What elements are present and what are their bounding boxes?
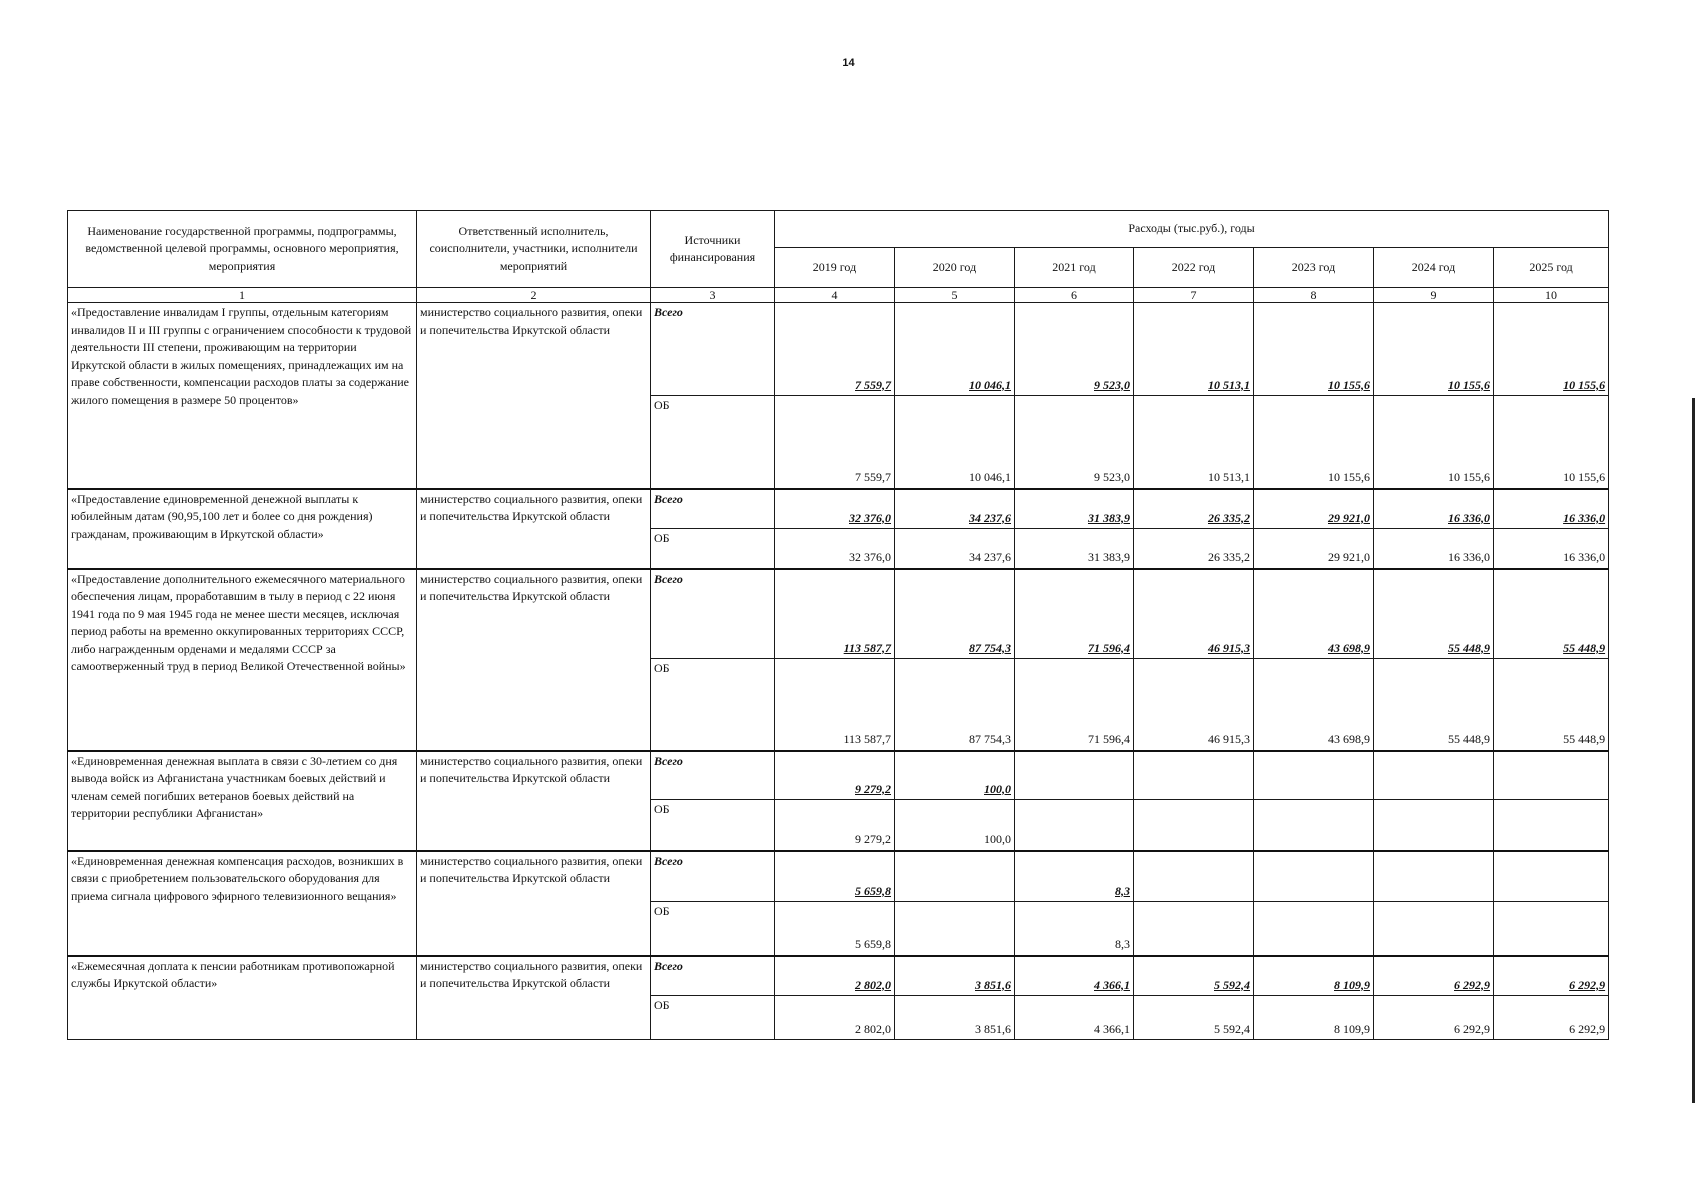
ob-value-cell: 3 851,6 <box>895 996 1015 1040</box>
table-row <box>68 303 1609 396</box>
total-value-cell: 6 292,9 <box>1494 956 1609 996</box>
ob-value-cell <box>1494 800 1609 851</box>
total-value-cell: 3 851,6 <box>895 956 1015 996</box>
header-name-column: Наименование государственной программы, подпрограммы, ведомственной целевой программы, основного мероприятия, мероприятия <box>68 211 417 288</box>
total-value-cell: 43 698,9 <box>1254 569 1374 659</box>
source-ob-label: ОБ <box>651 529 775 569</box>
ob-value-cell: 16 336,0 <box>1494 529 1609 569</box>
ob-value-cell: 34 237,6 <box>895 529 1015 569</box>
total-value-cell: 2 802,0 <box>775 956 895 996</box>
ob-value-cell: 31 383,9 <box>1015 529 1134 569</box>
source-total-label: Всего <box>651 956 775 996</box>
total-value-cell: 87 754,3 <box>895 569 1015 659</box>
ob-value-cell: 71 596,4 <box>1015 659 1134 751</box>
measure-name: «Предоставление единовременной денежной выплаты к юбилейным датам (90,95,100 лет и более со дня рождения) гражданам, проживающим в Иркутской области» <box>68 489 417 569</box>
total-value-cell: 34 237,6 <box>895 489 1015 529</box>
table-row <box>68 956 1609 996</box>
measure-name: «Единовременная денежная компенсация расходов, возникших в связи с приобретением пользовательского оборудования для приема сигнала цифрового эфирного телевизионного вещания» <box>68 851 417 956</box>
total-value-cell: 5 659,8 <box>775 851 895 902</box>
column-number: 1 <box>68 288 417 303</box>
total-value-cell: 55 448,9 <box>1374 569 1494 659</box>
ob-value-cell: 10 046,1 <box>895 396 1015 489</box>
total-value-cell: 31 383,9 <box>1015 489 1134 529</box>
total-value-cell: 55 448,9 <box>1494 569 1609 659</box>
total-value-cell: 100,0 <box>895 751 1015 800</box>
source-total-label: Всего <box>651 489 775 529</box>
executor-cell: министерство социального развития, опеки и попечительства Иркутской области <box>417 956 651 1040</box>
total-value-cell <box>1254 851 1374 902</box>
executor-cell: министерство социального развития, опеки и попечительства Иркутской области <box>417 303 651 489</box>
total-value-cell: 6 292,9 <box>1374 956 1494 996</box>
header-year: 2019 год <box>775 248 895 288</box>
scan-edge-bar <box>1692 398 1695 1103</box>
ob-value-cell: 10 155,6 <box>1374 396 1494 489</box>
column-number: 4 <box>775 288 895 303</box>
source-total-label: Всего <box>651 751 775 800</box>
ob-value-cell: 2 802,0 <box>775 996 895 1040</box>
ob-value-cell: 32 376,0 <box>775 529 895 569</box>
ob-value-cell: 7 559,7 <box>775 396 895 489</box>
table-row <box>68 569 1609 659</box>
total-value-cell: 8,3 <box>1015 851 1134 902</box>
ob-value-cell: 43 698,9 <box>1254 659 1374 751</box>
ob-value-cell: 55 448,9 <box>1374 659 1494 751</box>
ob-value-cell: 10 513,1 <box>1134 396 1254 489</box>
ob-value-cell: 10 155,6 <box>1254 396 1374 489</box>
measure-name: «Предоставление дополнительного ежемесячного материального обеспечения лицам, проработавшим в тылу в период с 22 июня 1941 года по 9 мая 1945 года не менее шести месяцев, исключая период работы на временно оккупированных территориях СССР, либо награжденным орденами и медалями СССР за самоотверженный труд в период Великой Отечественной войны» <box>68 569 417 751</box>
source-total-label: Всего <box>651 851 775 902</box>
column-number: 10 <box>1494 288 1609 303</box>
executor-cell: министерство социального развития, опеки и попечительства Иркутской области <box>417 751 651 851</box>
total-value-cell <box>1015 751 1134 800</box>
ob-value-cell <box>895 902 1015 956</box>
header-executor-column: Ответственный исполнитель, соисполнители, участники, исполнители мероприятий <box>417 211 651 288</box>
budget-table <box>67 210 1609 1040</box>
ob-value-cell: 9 523,0 <box>1015 396 1134 489</box>
executor-cell: министерство социального развития, опеки и попечительства Иркутской области <box>417 851 651 956</box>
total-value-cell: 26 335,2 <box>1134 489 1254 529</box>
ob-value-cell: 8,3 <box>1015 902 1134 956</box>
ob-value-cell: 10 155,6 <box>1494 396 1609 489</box>
total-value-cell: 10 155,6 <box>1254 303 1374 396</box>
total-value-cell <box>1374 851 1494 902</box>
total-value-cell <box>1254 751 1374 800</box>
column-number: 8 <box>1254 288 1374 303</box>
total-value-cell: 10 513,1 <box>1134 303 1254 396</box>
page-number: 14 <box>842 57 855 69</box>
ob-value-cell <box>1134 902 1254 956</box>
total-value-cell: 113 587,7 <box>775 569 895 659</box>
total-value-cell: 46 915,3 <box>1134 569 1254 659</box>
header-year: 2020 год <box>895 248 1015 288</box>
total-value-cell: 16 336,0 <box>1494 489 1609 529</box>
ob-value-cell: 5 592,4 <box>1134 996 1254 1040</box>
header-year: 2021 год <box>1015 248 1134 288</box>
header-year: 2024 год <box>1374 248 1494 288</box>
ob-value-cell: 9 279,2 <box>775 800 895 851</box>
source-total-label: Всего <box>651 303 775 396</box>
total-value-cell <box>1494 851 1609 902</box>
total-value-cell <box>1134 851 1254 902</box>
total-value-cell <box>1134 751 1254 800</box>
column-numbers-row <box>68 288 1609 303</box>
table-row <box>68 751 1609 800</box>
column-number: 7 <box>1134 288 1254 303</box>
measure-name: «Предоставление инвалидам I группы, отдельным категориям инвалидов II и III группы с ограничением способности к трудовой деятельности III степени, проживающим на территории Иркутской области в жилых помещениях, принадлежащих им на праве собственности, компенсации расходов платы за содержание жилого помещения в размере 50 процентов» <box>68 303 417 489</box>
table-body <box>68 303 1609 1040</box>
total-value-cell: 8 109,9 <box>1254 956 1374 996</box>
executor-cell: министерство социального развития, опеки и попечительства Иркутской области <box>417 489 651 569</box>
total-value-cell <box>1374 751 1494 800</box>
ob-value-cell <box>1254 800 1374 851</box>
ob-value-cell <box>1494 902 1609 956</box>
source-ob-label: ОБ <box>651 902 775 956</box>
column-number: 3 <box>651 288 775 303</box>
total-value-cell: 9 279,2 <box>775 751 895 800</box>
total-value-cell: 7 559,7 <box>775 303 895 396</box>
ob-value-cell: 29 921,0 <box>1254 529 1374 569</box>
column-number: 2 <box>417 288 651 303</box>
total-value-cell: 29 921,0 <box>1254 489 1374 529</box>
measure-name: «Единовременная денежная выплата в связи с 30-летием со дня вывода войск из Афганистана участникам боевых действий и членам семей погибших ветеранов боевых действий на территории республики Афганистан» <box>68 751 417 851</box>
ob-value-cell: 6 292,9 <box>1494 996 1609 1040</box>
executor-cell: министерство социального развития, опеки и попечительства Иркутской области <box>417 569 651 751</box>
total-value-cell <box>895 851 1015 902</box>
total-value-cell: 32 376,0 <box>775 489 895 529</box>
ob-value-cell: 100,0 <box>895 800 1015 851</box>
ob-value-cell: 87 754,3 <box>895 659 1015 751</box>
column-number: 5 <box>895 288 1015 303</box>
source-ob-label: ОБ <box>651 396 775 489</box>
header-year: 2025 год <box>1494 248 1609 288</box>
ob-value-cell: 6 292,9 <box>1374 996 1494 1040</box>
total-value-cell: 16 336,0 <box>1374 489 1494 529</box>
ob-value-cell <box>1374 902 1494 956</box>
total-value-cell <box>1494 751 1609 800</box>
ob-value-cell: 46 915,3 <box>1134 659 1254 751</box>
ob-value-cell <box>1374 800 1494 851</box>
total-value-cell: 5 592,4 <box>1134 956 1254 996</box>
ob-value-cell: 4 366,1 <box>1015 996 1134 1040</box>
table-row <box>68 851 1609 902</box>
header-expenses-group: Расходы (тыс.руб.), годы <box>775 211 1609 248</box>
table-row <box>68 489 1609 529</box>
source-ob-label: ОБ <box>651 659 775 751</box>
ob-value-cell: 16 336,0 <box>1374 529 1494 569</box>
ob-value-cell: 55 448,9 <box>1494 659 1609 751</box>
header-year: 2022 год <box>1134 248 1254 288</box>
ob-value-cell: 26 335,2 <box>1134 529 1254 569</box>
measure-name: «Ежемесячная доплата к пенсии работникам противопожарной службы Иркутской области» <box>68 956 417 1040</box>
source-ob-label: ОБ <box>651 996 775 1040</box>
ob-value-cell: 5 659,8 <box>775 902 895 956</box>
ob-value-cell: 8 109,9 <box>1254 996 1374 1040</box>
total-value-cell: 10 046,1 <box>895 303 1015 396</box>
ob-value-cell <box>1134 800 1254 851</box>
source-ob-label: ОБ <box>651 800 775 851</box>
total-value-cell: 9 523,0 <box>1015 303 1134 396</box>
total-value-cell: 10 155,6 <box>1374 303 1494 396</box>
header-source-column: Источники финансирования <box>651 211 775 288</box>
column-number: 9 <box>1374 288 1494 303</box>
total-value-cell: 4 366,1 <box>1015 956 1134 996</box>
column-number: 6 <box>1015 288 1134 303</box>
ob-value-cell: 113 587,7 <box>775 659 895 751</box>
source-total-label: Всего <box>651 569 775 659</box>
total-value-cell: 10 155,6 <box>1494 303 1609 396</box>
total-value-cell: 71 596,4 <box>1015 569 1134 659</box>
header-year: 2023 год <box>1254 248 1374 288</box>
ob-value-cell <box>1254 902 1374 956</box>
ob-value-cell <box>1015 800 1134 851</box>
